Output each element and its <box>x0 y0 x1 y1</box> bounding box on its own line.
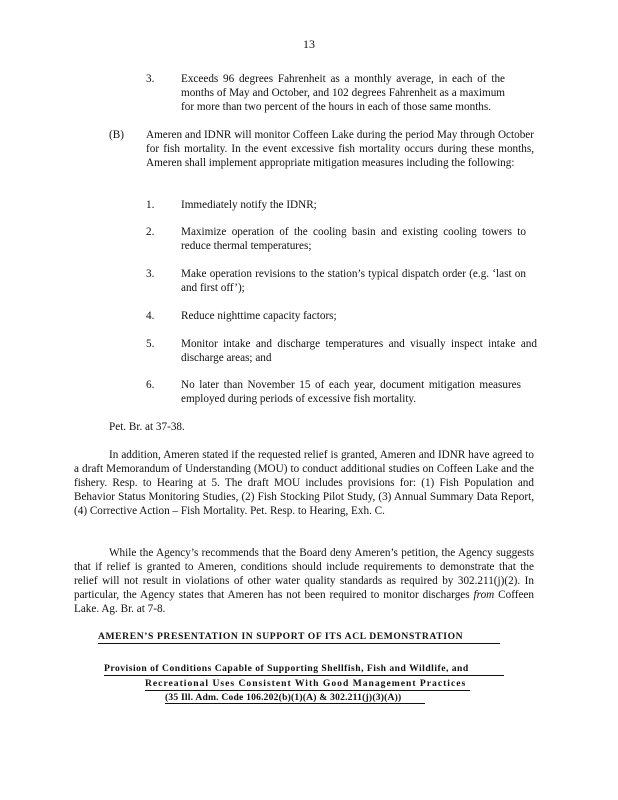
subsection-heading-line-3: (35 Ill. Adm. Code 106.202(b)(1)(A) & 302.211(j)(3)(A)) <box>165 692 402 703</box>
sub-item-2-text: Maximize operation of the cooling basin and existing cooling towers to reduce thermal temperatures; <box>181 226 526 252</box>
paragraph-agency-italic: from <box>473 589 495 601</box>
paragraph-agency-text: While the Agency’s recommends that the Board deny Ameren’s petition, the Agency suggests that if relief is granted to Ameren, conditions should include requirements to demonstrate that the relief will not result in violations of other water quality standards as required by 302.211(j)(2). In particular, the Agency states that Ameren has not been required to monitor discharges <box>74 547 534 601</box>
sub-item-4-text: Reduce nighttime capacity factors; <box>181 310 337 322</box>
sub-item-6-number: 6. <box>146 379 155 391</box>
sub-item-5-number: 5. <box>146 338 155 350</box>
page-number: 13 <box>303 37 315 51</box>
item-3-text: Exceeds 96 degrees Fahrenheit as a monthly average, in each of the months of May and October, and 102 degrees Fahrenheit as a maximum for more than two percent of the hours in each of those same months. <box>181 73 505 113</box>
sub-item-5-text: Monitor intake and discharge temperatures and visually inspect intake and discharge areas; and <box>181 338 537 364</box>
sub-item-3-text: Make operation revisions to the station’s typical dispatch order (e.g. ‘last on and first off’); <box>181 268 526 294</box>
sub-item-3-number: 3. <box>146 268 155 280</box>
item-3-number: 3. <box>146 73 155 85</box>
item-b-text: Ameren and IDNR will monitor Coffeen Lake during the period May through October for fish mortality. In the event excessive fish mortality occurs during these months, Ameren shall implement appropriate mitigation measures including the following: <box>146 129 534 169</box>
section-heading: AMEREN’S PRESENTATION IN SUPPORT OF ITS ACL DEMONSTRATION <box>98 631 464 642</box>
paragraph-agency-end: Coffeen Lake. Ag. Br. at 7-8. <box>74 589 534 615</box>
sub-item-1-number: 1. <box>146 199 155 211</box>
section-heading-underline <box>98 643 500 644</box>
sub-item-6-text: No later than November 15 of each year, document mitigation measures employed during periods of excessive fish mortality. <box>181 379 521 405</box>
sub-item-2-number: 2. <box>146 226 155 238</box>
citation: Pet. Br. at 37-38. <box>109 421 185 433</box>
paragraph-agency <box>74 546 534 616</box>
subsection-heading-line-1: Provision of Conditions Capable of Supporting Shellfish, Fish and Wildlife, and <box>104 663 469 674</box>
subsection-heading-underline-1 <box>104 675 504 676</box>
paragraph-mou: In addition, Ameren stated if the requested relief is granted, Ameren and IDNR have agreed to a draft Memorandum of Understanding (MOU) to conduct additional studies on Coffeen Lake and the fishery. Resp. to Hearing at 5. The draft MOU includes provisions for: (1) Fish Population and Behavior Status Monitoring Studies, (2) Fish Stocking Pilot Study, (3) Annual Summary Data Report, (4) Corrective Action – Fish Mortality. Pet. Resp. to Hearing, Exh. C. <box>74 449 534 517</box>
sub-item-4-number: 4. <box>146 310 155 322</box>
sub-item-1-text: Immediately notify the IDNR; <box>181 199 317 211</box>
item-b-label: (B) <box>109 129 124 141</box>
subsection-heading-line-2: Recreational Uses Consistent With Good Management Practices <box>145 678 467 689</box>
subsection-heading-underline-3 <box>165 703 425 704</box>
